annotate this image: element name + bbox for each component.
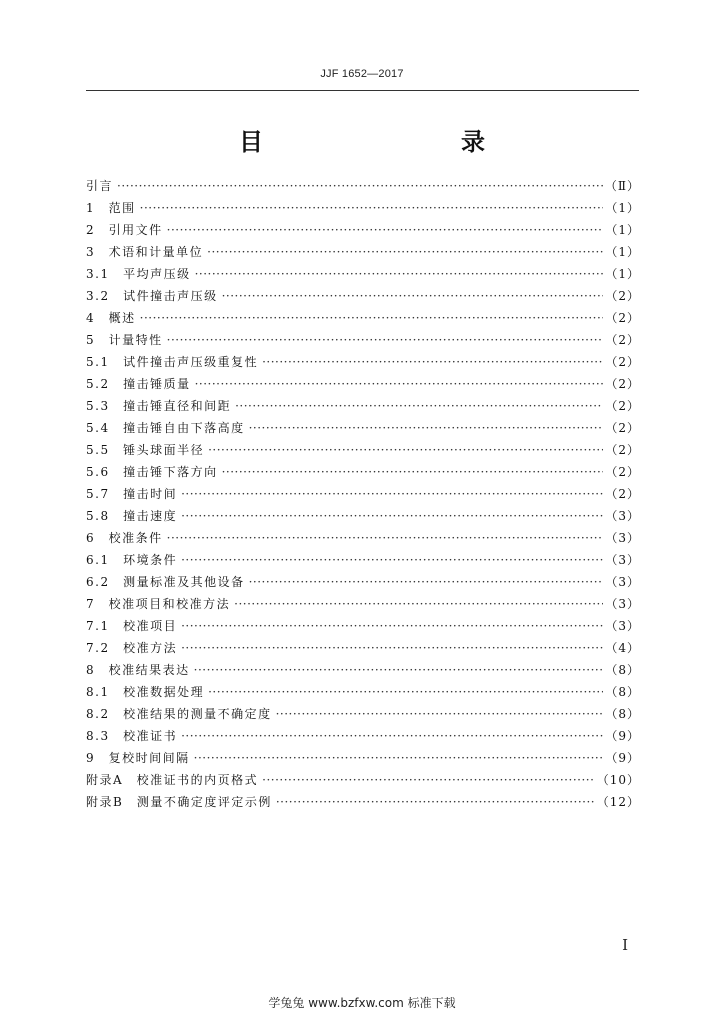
toc-leader-dots bbox=[181, 637, 603, 659]
toc-leader-dots bbox=[222, 461, 604, 483]
toc-leader-dots bbox=[194, 747, 604, 769]
toc-page-number: （1） bbox=[605, 223, 640, 237]
toc-page-number: （9） bbox=[605, 751, 640, 765]
toc-entry[interactable] bbox=[86, 681, 640, 703]
toc-entry-title: 7.2 校准方法 bbox=[86, 641, 178, 655]
toc-page-number: （2） bbox=[605, 465, 640, 479]
toc-leader-dots bbox=[167, 329, 604, 351]
toc-entry[interactable] bbox=[86, 703, 640, 725]
toc-entry[interactable] bbox=[86, 395, 640, 417]
toc-page-number: （8） bbox=[605, 707, 640, 721]
toc-entry[interactable] bbox=[86, 351, 640, 373]
toc-page-number: （1） bbox=[605, 245, 640, 259]
toc-entry-title: 5 计量特性 bbox=[86, 333, 163, 347]
toc-page-number: （2） bbox=[605, 289, 640, 303]
toc-leader-dots bbox=[235, 395, 603, 417]
toc-entry[interactable] bbox=[86, 219, 640, 241]
toc-page-number: （2） bbox=[605, 443, 640, 457]
toc-entry-title: 5.4 撞击锤自由下落高度 bbox=[86, 421, 245, 435]
toc-leader-dots bbox=[222, 285, 604, 307]
toc-leader-dots bbox=[195, 263, 604, 285]
page-number: Ⅰ bbox=[622, 938, 628, 954]
toc-page-number: （Ⅱ） bbox=[604, 179, 640, 193]
toc-entry[interactable] bbox=[86, 285, 640, 307]
toc-entry-title: 1 范围 bbox=[86, 201, 136, 215]
toc-entry-title: 5.8 撞击速度 bbox=[86, 509, 178, 523]
toc-page-number: （10） bbox=[596, 773, 640, 787]
toc-leader-dots bbox=[249, 571, 604, 593]
toc-entry-title: 5.1 试件撞击声压级重复性 bbox=[86, 355, 259, 369]
toc-entry[interactable] bbox=[86, 461, 640, 483]
toc-page-number: （3） bbox=[605, 597, 640, 611]
toc-leader-dots bbox=[208, 681, 603, 703]
toc-leader-dots bbox=[181, 505, 603, 527]
toc-entry-title: 8.3 校准证书 bbox=[86, 729, 178, 743]
toc-entry-title: 3.1 平均声压级 bbox=[86, 267, 191, 281]
toc-leader-dots bbox=[167, 219, 604, 241]
standard-code-header: JJF 1652—2017 bbox=[320, 68, 404, 80]
toc-entry-title: 9 复校时间间隔 bbox=[86, 751, 190, 765]
toc-page-number: （2） bbox=[605, 377, 640, 391]
toc-leader-dots bbox=[195, 373, 604, 395]
header-divider bbox=[86, 90, 639, 91]
toc-leader-dots bbox=[140, 307, 604, 329]
toc-page-number: （2） bbox=[605, 487, 640, 501]
toc-entry-title: 5.7 撞击时间 bbox=[86, 487, 178, 501]
toc-entry-title: 5.2 撞击锤质量 bbox=[86, 377, 191, 391]
toc-page-number: （9） bbox=[605, 729, 640, 743]
toc-entry-title: 6 校准条件 bbox=[86, 531, 163, 545]
toc-page-number: （4） bbox=[605, 641, 640, 655]
toc-entry-title: 附录A 校准证书的内页格式 bbox=[86, 773, 259, 787]
toc-entry[interactable] bbox=[86, 593, 640, 615]
toc-entry[interactable] bbox=[86, 307, 640, 329]
toc-page-number: （3） bbox=[605, 575, 640, 589]
toc-entry[interactable] bbox=[86, 329, 640, 351]
toc-page-number: （3） bbox=[605, 531, 640, 545]
toc-entry[interactable] bbox=[86, 549, 640, 571]
toc-page-number: （2） bbox=[605, 355, 640, 369]
toc-entry-title: 3.2 试件撞击声压级 bbox=[86, 289, 218, 303]
toc-entry[interactable] bbox=[86, 527, 640, 549]
toc-entry-title: 3 术语和计量单位 bbox=[86, 245, 204, 259]
toc-leader-dots bbox=[140, 197, 604, 219]
toc-page-number: （2） bbox=[605, 333, 640, 347]
toc-entry-title: 8.2 校准结果的测量不确定度 bbox=[86, 707, 272, 721]
toc-entry[interactable] bbox=[86, 637, 640, 659]
toc-page-number: （8） bbox=[605, 685, 640, 699]
toc-entry[interactable] bbox=[86, 417, 640, 439]
toc-page-number: （8） bbox=[605, 663, 640, 677]
toc-entry-title: 引言 bbox=[86, 179, 114, 193]
toc-entry[interactable] bbox=[86, 505, 640, 527]
toc-entry[interactable] bbox=[86, 615, 640, 637]
toc-leader-dots bbox=[234, 593, 603, 615]
toc-entry-title: 6.2 测量标准及其他设备 bbox=[86, 575, 245, 589]
toc-entry-title: 附录B 测量不确定度评定示例 bbox=[86, 795, 272, 809]
toc-entry-title: 5.3 撞击锤直径和间距 bbox=[86, 399, 232, 413]
toc-entry-title: 2 引用文件 bbox=[86, 223, 163, 237]
toc-entry[interactable] bbox=[86, 769, 640, 791]
toc-page-number: （3） bbox=[605, 509, 640, 523]
toc-entry[interactable] bbox=[86, 175, 640, 197]
toc-entry[interactable] bbox=[86, 483, 640, 505]
toc-leader-dots bbox=[167, 527, 604, 549]
toc-entry[interactable] bbox=[86, 791, 640, 813]
toc-entry[interactable] bbox=[86, 747, 640, 769]
toc-leader-dots bbox=[207, 241, 603, 263]
toc-entry[interactable] bbox=[86, 197, 640, 219]
toc-page-number: （12） bbox=[596, 795, 640, 809]
toc-entry-title: 5.5 锤头球面半径 bbox=[86, 443, 205, 457]
toc-entry-title: 7.1 校准项目 bbox=[86, 619, 178, 633]
toc-entry-title: 8 校准结果表达 bbox=[86, 663, 190, 677]
toc-entry-title: 5.6 撞击锤下落方向 bbox=[86, 465, 218, 479]
toc-entry-title: 7 校准项目和校准方法 bbox=[86, 597, 231, 611]
footer-watermark: 学兔兔 www.bzfxw.com 标准下载 bbox=[268, 996, 456, 1010]
toc-leader-dots bbox=[117, 175, 603, 197]
table-of-contents bbox=[86, 175, 640, 813]
toc-page-number: （3） bbox=[605, 619, 640, 633]
toc-entry[interactable] bbox=[86, 373, 640, 395]
toc-leader-dots bbox=[276, 791, 595, 813]
toc-entry-title: 6.1 环境条件 bbox=[86, 553, 178, 567]
toc-page-number: （2） bbox=[605, 399, 640, 413]
toc-entry[interactable] bbox=[86, 571, 640, 593]
toc-leader-dots bbox=[208, 439, 603, 461]
toc-leader-dots bbox=[262, 769, 595, 791]
toc-page-number: （2） bbox=[605, 421, 640, 435]
toc-entry[interactable] bbox=[86, 439, 640, 461]
toc-page-number: （2） bbox=[605, 311, 640, 325]
toc-entry-title: 8.1 校准数据处理 bbox=[86, 685, 205, 699]
toc-leader-dots bbox=[181, 483, 603, 505]
toc-leader-dots bbox=[194, 659, 604, 681]
toc-leader-dots bbox=[276, 703, 604, 725]
toc-leader-dots bbox=[181, 549, 603, 571]
toc-entry[interactable] bbox=[86, 659, 640, 681]
toc-leader-dots bbox=[181, 725, 603, 747]
toc-leader-dots bbox=[262, 351, 603, 373]
page-title: 目 录 bbox=[239, 128, 535, 156]
toc-page-number: （1） bbox=[605, 267, 640, 281]
toc-entry-title: 4 概述 bbox=[86, 311, 136, 325]
toc-entry[interactable] bbox=[86, 241, 640, 263]
toc-entry[interactable] bbox=[86, 725, 640, 747]
toc-leader-dots bbox=[181, 615, 603, 637]
toc-page-number: （1） bbox=[605, 201, 640, 215]
toc-leader-dots bbox=[249, 417, 604, 439]
toc-page-number: （3） bbox=[605, 553, 640, 567]
toc-entry[interactable] bbox=[86, 263, 640, 285]
